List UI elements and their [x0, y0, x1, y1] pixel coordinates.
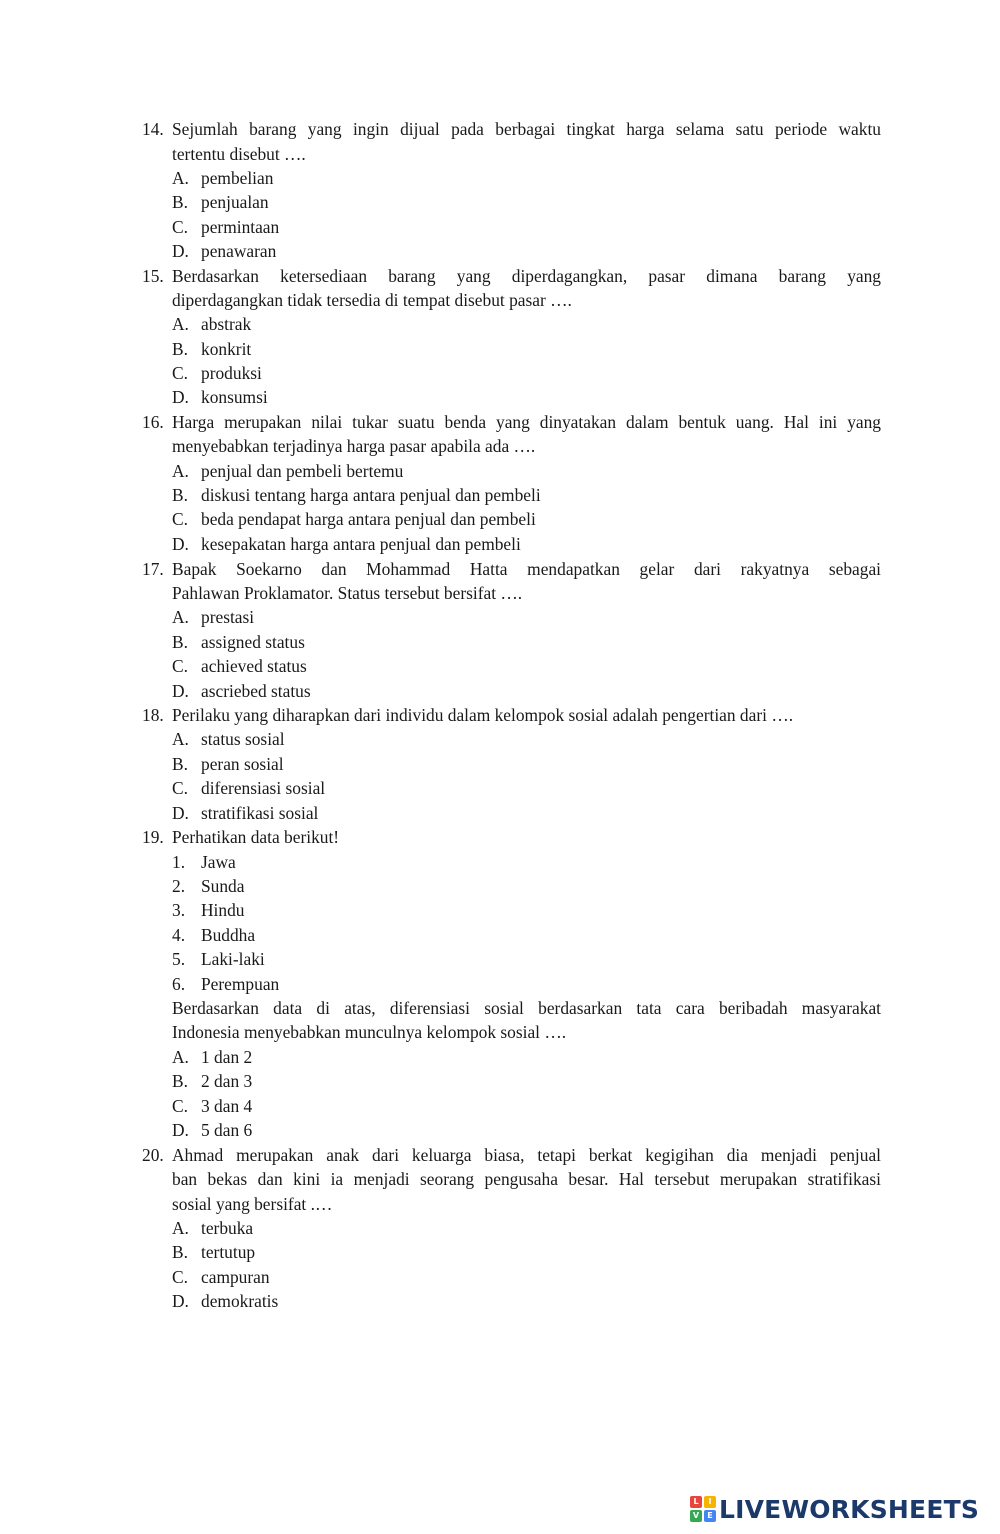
question-20: [0, 1143, 1000, 1167]
option-text: achieved status: [201, 656, 307, 676]
logo-letter: I: [704, 1496, 716, 1508]
option-text: diskusi tentang harga antara penjual dan pembeli: [201, 485, 541, 505]
option-text: penjualan: [201, 192, 269, 212]
option-label: C.: [172, 1096, 188, 1116]
data-item-5: [0, 947, 1000, 971]
logo-letter: L: [690, 1496, 702, 1508]
brand-name: LIVEWORKSHEETS: [719, 1494, 980, 1524]
option-14-c[interactable]: [0, 215, 1000, 239]
option-text: konsumsi: [201, 387, 268, 407]
question-text-line: menyebabkan terjadinya harga pasar apabila ada ….: [172, 436, 536, 456]
liveworksheets-logo-icon: [690, 1496, 716, 1522]
question-number: 14.: [142, 119, 164, 139]
question-text-line: Pahlawan Proklamator. Status tersebut bersifat ….: [172, 583, 523, 603]
data-item-number: 3.: [172, 900, 186, 920]
option-19-b[interactable]: [0, 1069, 1000, 1093]
option-text: abstrak: [201, 314, 252, 334]
question-text-line: ban bekas dan kini ia menjadi seorang pengusaha besar. Hal tersebut merupakan stratifikasi: [172, 1169, 881, 1189]
option-text: tertutup: [201, 1242, 256, 1262]
option-18-a[interactable]: [0, 727, 1000, 751]
option-20-a[interactable]: [0, 1216, 1000, 1240]
option-text: 5 dan 6: [201, 1120, 253, 1140]
question-20-line-3: [0, 1192, 1000, 1216]
option-text: permintaan: [201, 217, 280, 237]
option-label: D.: [172, 241, 189, 261]
question-19: [0, 825, 1000, 849]
option-text: terbuka: [201, 1218, 254, 1238]
option-label: B.: [172, 1242, 188, 1262]
option-label: B.: [172, 192, 188, 212]
question-19-after-line-1: [0, 996, 1000, 1020]
option-text: penawaran: [201, 241, 277, 261]
question-15: [0, 264, 1000, 288]
question-number: 19.: [142, 827, 164, 847]
option-label: D.: [172, 803, 189, 823]
question-15-line-2: [0, 288, 1000, 312]
question-text-line: sosial yang bersifat .…: [172, 1194, 333, 1214]
option-19-c[interactable]: [0, 1094, 1000, 1118]
option-label: A.: [172, 729, 189, 749]
option-label: B.: [172, 754, 188, 774]
option-label: D.: [172, 534, 189, 554]
data-item-number: 6.: [172, 974, 186, 994]
question-number: 18.: [142, 705, 164, 725]
option-label: B.: [172, 485, 188, 505]
question-number: 17.: [142, 559, 164, 579]
question-17-line-2: [0, 581, 1000, 605]
option-18-c[interactable]: [0, 776, 1000, 800]
data-item-3: [0, 898, 1000, 922]
option-text: diferensiasi sosial: [201, 778, 326, 798]
option-label: A.: [172, 607, 189, 627]
option-15-c[interactable]: [0, 361, 1000, 385]
option-text: konkrit: [201, 339, 252, 359]
data-item-text: Sunda: [201, 876, 245, 896]
option-label: A.: [172, 314, 189, 334]
option-label: C.: [172, 363, 188, 383]
data-item-6: [0, 972, 1000, 996]
option-text: ascriebed status: [201, 681, 311, 701]
option-text: 2 dan 3: [201, 1071, 253, 1091]
question-text-line: diperdagangkan tidak tersedia di tempat disebut pasar ….: [172, 290, 572, 310]
option-14-a[interactable]: [0, 166, 1000, 190]
liveworksheets-brand[interactable]: [690, 1492, 979, 1526]
option-17-d[interactable]: [0, 679, 1000, 703]
question-14-line-2: [0, 142, 1000, 166]
question-number: 20.: [142, 1145, 164, 1165]
data-item-text: Jawa: [201, 852, 236, 872]
question-text-line: Berdasarkan ketersediaan barang yang diperdagangkan, pasar dimana barang yang: [172, 266, 881, 286]
option-16-d[interactable]: [0, 532, 1000, 556]
data-item-2: [0, 874, 1000, 898]
option-text: status sosial: [201, 729, 285, 749]
question-text-line: Perilaku yang diharapkan dari individu dalam kelompok sosial adalah pengertian dari ….: [172, 705, 794, 725]
question-text-line: Bapak Soekarno dan Mohammad Hatta mendapatkan gelar dari rakyatnya sebagai: [172, 559, 881, 579]
question-19-after-line-2: [0, 1020, 1000, 1044]
option-text: pembelian: [201, 168, 274, 188]
question-20-line-2: [0, 1167, 1000, 1191]
option-text: 3 dan 4: [201, 1096, 253, 1116]
option-18-b[interactable]: [0, 752, 1000, 776]
option-label: A.: [172, 1047, 189, 1067]
option-text: penjual dan pembeli bertemu: [201, 461, 404, 481]
option-text: prestasi: [201, 607, 255, 627]
option-15-d[interactable]: [0, 385, 1000, 409]
option-text: assigned status: [201, 632, 305, 652]
option-label: A.: [172, 1218, 189, 1238]
option-text: peran sosial: [201, 754, 284, 774]
option-label: C.: [172, 1267, 188, 1287]
option-label: D.: [172, 1291, 189, 1311]
option-15-b[interactable]: [0, 337, 1000, 361]
question-text-line: Harga merupakan nilai tukar suatu benda yang dinyatakan dalam bentuk uang. Hal ini yang: [172, 412, 881, 432]
data-item-4: [0, 923, 1000, 947]
logo-letter: E: [704, 1510, 716, 1522]
option-17-a[interactable]: [0, 605, 1000, 629]
option-15-a[interactable]: [0, 312, 1000, 336]
data-item-number: 5.: [172, 949, 186, 969]
question-16: [0, 410, 1000, 434]
question-16-line-2: [0, 434, 1000, 458]
option-16-c[interactable]: [0, 507, 1000, 531]
option-17-c[interactable]: [0, 654, 1000, 678]
option-label: C.: [172, 656, 188, 676]
option-label: B.: [172, 1071, 188, 1091]
question-17: [0, 557, 1000, 581]
option-text: campuran: [201, 1267, 270, 1287]
option-20-d[interactable]: [0, 1289, 1000, 1313]
data-item-text: Laki-laki: [201, 949, 265, 969]
option-label: D.: [172, 1120, 189, 1140]
option-20-c[interactable]: [0, 1265, 1000, 1289]
question-text-line: Indonesia menyebabkan munculnya kelompok sosial ….: [172, 1022, 567, 1042]
question-number: 15.: [142, 266, 164, 286]
option-label: C.: [172, 217, 188, 237]
option-19-d[interactable]: [0, 1118, 1000, 1142]
option-19-a[interactable]: [0, 1045, 1000, 1069]
option-text: beda pendapat harga antara penjual dan pembeli: [201, 509, 536, 529]
option-label: C.: [172, 778, 188, 798]
option-18-d[interactable]: [0, 801, 1000, 825]
question-text-line: Sejumlah barang yang ingin dijual pada berbagai tingkat harga selama satu periode waktu: [172, 119, 881, 139]
option-label: D.: [172, 387, 189, 407]
option-text: stratifikasi sosial: [201, 803, 319, 823]
data-item-number: 2.: [172, 876, 186, 896]
question-number: 16.: [142, 412, 164, 432]
option-text: kesepakatan harga antara penjual dan pembeli: [201, 534, 521, 554]
data-item-text: Perempuan: [201, 974, 280, 994]
data-item-text: Hindu: [201, 900, 245, 920]
option-label: D.: [172, 681, 189, 701]
option-label: B.: [172, 632, 188, 652]
question-text-line: tertentu disebut ….: [172, 144, 306, 164]
option-text: 1 dan 2: [201, 1047, 253, 1067]
question-18: [0, 703, 1000, 727]
option-text: produksi: [201, 363, 262, 383]
data-item-number: 1.: [172, 852, 186, 872]
question-14: [0, 117, 1000, 141]
option-label: A.: [172, 461, 189, 481]
question-text-line: Ahmad merupakan anak dari keluarga biasa, tetapi berkat kegigihan dia menjadi penjual: [172, 1145, 881, 1165]
data-item-text: Buddha: [201, 925, 256, 945]
option-17-b[interactable]: [0, 630, 1000, 654]
option-14-b[interactable]: [0, 190, 1000, 214]
option-label: A.: [172, 168, 189, 188]
question-text-line: Berdasarkan data di atas, diferensiasi sosial berdasarkan tata cara beribadah masyarakat: [172, 998, 881, 1018]
option-label: B.: [172, 339, 188, 359]
option-20-b[interactable]: [0, 1240, 1000, 1264]
option-label: C.: [172, 509, 188, 529]
question-text-line: Perhatikan data berikut!: [172, 827, 340, 847]
logo-letter: V: [690, 1510, 702, 1522]
option-text: demokratis: [201, 1291, 279, 1311]
data-item-number: 4.: [172, 925, 186, 945]
data-item-1: [0, 850, 1000, 874]
option-16-a[interactable]: [0, 459, 1000, 483]
option-16-b[interactable]: [0, 483, 1000, 507]
option-14-d[interactable]: [0, 239, 1000, 263]
